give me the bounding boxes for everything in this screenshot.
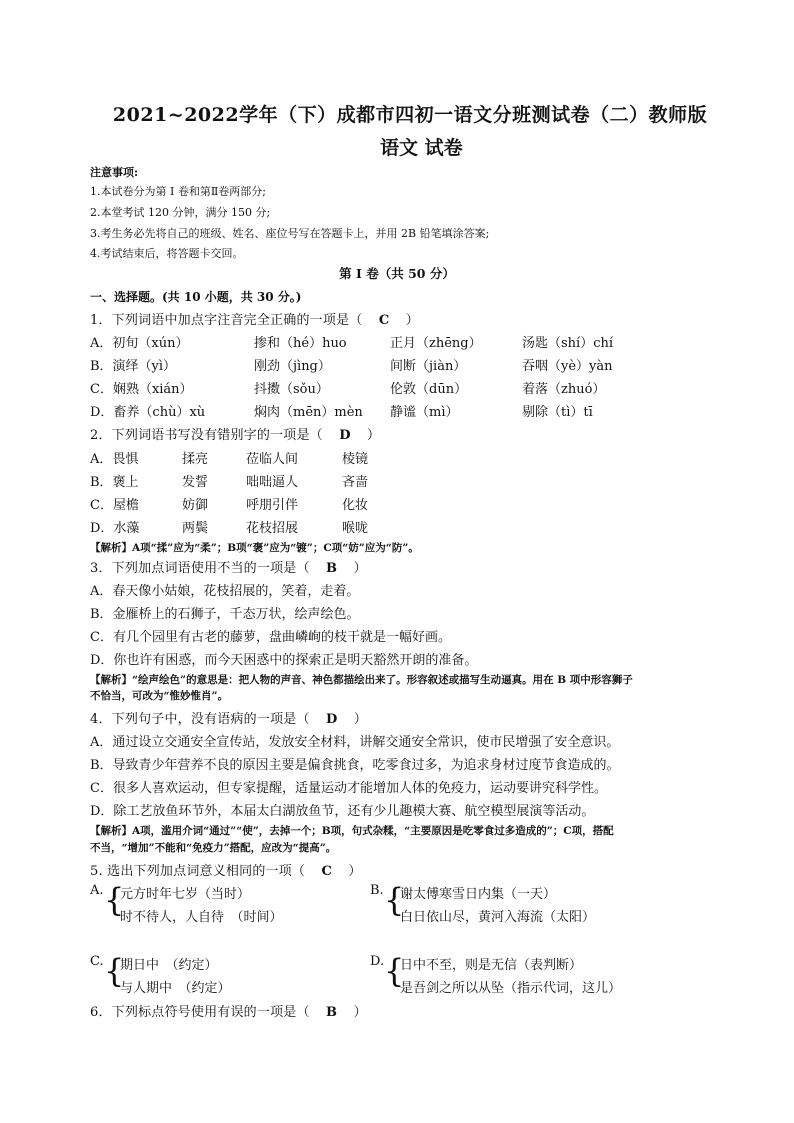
option-cell: 刚劲（jìng）	[254, 359, 331, 374]
option-cell: C．娴熟（xián）	[90, 382, 193, 397]
question-stem: 3．下列加点词语使用不当的一项是（	[90, 561, 310, 576]
option-line: 时不待人，人自待 （时间）	[120, 910, 283, 925]
brace-icon: {	[384, 952, 405, 990]
option-line: 白日依山尽，黄河入海流（太阳）	[400, 910, 596, 925]
explanation: 【解析】“绘声绘色”的意思是：把人物的声音、神色都描绘出来了。形容叙述或描写生动逼真。用在 B 项中形容狮子	[90, 674, 633, 686]
option-line: D．除工艺放鱼环节外，本届太白湖放鱼节，还有少儿趣模大赛、航空模型展演等活动。	[90, 804, 595, 819]
explanation: 不当，“增加”不能和“免疫力”搭配，应改为“提高”。	[90, 842, 337, 854]
brace-icon: {	[104, 881, 125, 919]
option-label: B.	[370, 883, 384, 898]
question-stem: 6．下列标点符号使用有误的一项是（	[90, 1005, 310, 1020]
question-6	[90, 1001, 367, 1020]
answer: B	[326, 561, 338, 576]
option-cell: 正月（zhēng）	[390, 336, 482, 351]
option-cell: 妨御	[182, 498, 209, 513]
option-line: A．春天像小姑娘，花枝招展的，笑着，走着。	[90, 584, 360, 599]
answer: D	[326, 712, 338, 727]
option-cell: B．褒上	[90, 475, 139, 490]
option-cell: 伦敦（dūn）	[390, 382, 468, 397]
option-line: B．金雁桥上的石狮子，千态万状，绘声绘色。	[90, 607, 360, 622]
question-close: ）	[367, 428, 381, 443]
explanation: 不恰当，可改为“惟妙惟肖”。	[90, 690, 229, 702]
question-4	[90, 708, 367, 727]
option-cell: 焖肉（mēn）mèn	[254, 405, 363, 420]
question-stem: 1．下列词语中加点字注音完全正确的一项是（	[90, 313, 363, 328]
option-label: A.	[90, 883, 104, 898]
option-cell: A．初旬（xún）	[90, 336, 189, 351]
explanation: 【解析】A项，滥用介词“通过”“使”，去掉一个；B项，句式杂糅，“主要原因是吃零食过多造成的”；C项，搭配	[90, 825, 614, 837]
question-close: ）	[353, 561, 367, 576]
option-line: 谢太傅寒雪日内集（一天）	[400, 887, 557, 902]
answer: D	[339, 428, 351, 443]
page-subtitle: 语文 试卷	[380, 137, 463, 159]
question-stem: 2．下列词语书写没有错别字的一项是（	[90, 428, 323, 443]
question-close: ）	[353, 1005, 367, 1020]
question-3	[90, 557, 367, 576]
option-cell: 剔除（tì）tī	[522, 405, 593, 420]
page-title: 2021~2022学年（下）成都市四初一语文分班测试卷（二）教师版	[112, 104, 708, 126]
option-cell: 揉亮	[182, 452, 209, 467]
option-cell: 呼朋引伴	[246, 498, 299, 513]
note-item: 2.本堂考试 120 分钟，满分 150 分;	[90, 206, 271, 219]
option-cell: 吝啬	[342, 475, 369, 490]
question-close: ）	[348, 864, 362, 879]
option-line: 日中不至，则是无信（表判断）	[400, 958, 583, 973]
section-heading: 第 I 卷（共 50 分）	[339, 266, 455, 281]
option-cell: 发誓	[182, 475, 209, 490]
option-cell: 莅临人间	[246, 452, 299, 467]
option-cell: 吞咽（yè）yàn	[522, 359, 613, 374]
option-cell: 咄咄逼人	[246, 475, 299, 490]
option-cell: 棱镜	[342, 452, 369, 467]
answer: C	[378, 313, 390, 328]
option-line: 与人期中 （约定）	[120, 981, 231, 996]
question-stem: 4．下列句子中，没有语病的一项是（	[90, 712, 310, 727]
explanation: 【解析】A项“揉”应为“柔”；B项“褒”应为“镀”；C项“妨”应为“防”。	[90, 542, 419, 554]
option-line: 期日中 （约定）	[120, 958, 218, 973]
question-close: ）	[405, 313, 419, 328]
option-cell: B．演绎（yì）	[90, 359, 177, 374]
answer: B	[326, 1005, 338, 1020]
option-cell: D．畜养（chù）xù	[90, 405, 206, 420]
option-label: C.	[90, 954, 104, 969]
part-heading: 一、选择题。(共 10 小题，共 30 分。)	[90, 290, 302, 304]
brace-icon: {	[104, 952, 125, 990]
option-line: A．通过设立交通安全宣传站，发放安全材料，讲解交通安全常识，使市民增强了安全意识。	[90, 735, 620, 750]
brace-icon: {	[384, 881, 405, 919]
option-label: D.	[370, 954, 385, 969]
question-5	[90, 860, 362, 879]
answer: C	[321, 864, 333, 879]
option-cell: 着落（zhuó）	[522, 382, 606, 397]
note-item: 4.考试结束后，将答题卡交回。	[90, 247, 244, 260]
option-cell: D．水藻	[90, 521, 140, 536]
option-line: 是吾剑之所以从坠（指示代词，这儿）	[400, 981, 622, 996]
option-cell: 两鬓	[182, 521, 209, 536]
notes-title: 注意事项:	[90, 166, 139, 179]
question-2	[90, 424, 380, 443]
option-cell: 间断（jiàn）	[390, 359, 467, 374]
option-cell: 汤匙（shí）chí	[522, 336, 614, 351]
note-item: 3.考生务必先将自己的班级、姓名、座位号写在答题卡上，并用 2B 铅笔填涂答案;	[90, 227, 490, 240]
option-cell: 花枝招展	[246, 521, 299, 536]
question-stem: 5. 选出下列加点词意义相同的一项（	[90, 864, 306, 879]
option-line: C．有几个园里有古老的藤萝，盘曲嶙峋的枝干就是一幅好画。	[90, 630, 451, 645]
note-item: 1.本试卷分为第 I 卷和第Ⅱ卷两部分;	[90, 185, 267, 198]
option-line: 元方时年七岁（当时）	[120, 887, 251, 902]
option-cell: A．畏惧	[90, 452, 139, 467]
question-close: ）	[353, 712, 368, 727]
option-line: B．导致青少年营养不良的原因主要是偏食挑食，吃零食过多，为追求身材过度节食造成的。	[90, 758, 620, 773]
option-line: D．你也许有困惑，而今天困惑中的探索正是明天豁然开朗的准备。	[90, 653, 478, 668]
question-1	[90, 309, 419, 328]
option-cell: 化妆	[342, 498, 369, 513]
option-cell: 静谧（mì）	[390, 405, 459, 420]
option-cell: 掺和（hé）huo	[254, 336, 347, 351]
option-cell: 喉咙	[342, 521, 369, 536]
option-line: C．很多人喜欢运动，但专家提醒，适量运动才能增加人体的免疫力，运动要讲究科学性。	[90, 781, 607, 796]
option-cell: C．屋檐	[90, 498, 139, 513]
option-cell: 抖擞（sǒu）	[254, 382, 329, 397]
